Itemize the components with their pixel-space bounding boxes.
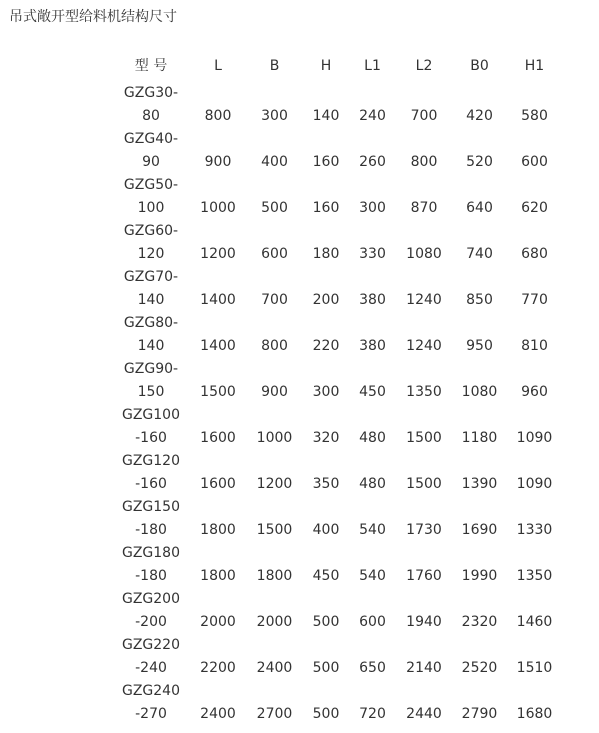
- column-header-b: B: [269, 58, 280, 74]
- value-cell-h1: 620: [521, 200, 548, 216]
- model-line: GZG180: [121, 545, 180, 561]
- value-cell-h: 500: [312, 660, 340, 676]
- value-cell-l2: 1240: [406, 338, 442, 354]
- model-line: -160: [135, 476, 167, 492]
- value-cell-b: 1000: [256, 430, 293, 446]
- value-cell-l: 1600: [200, 476, 236, 492]
- value-cell-l1: 720: [359, 706, 386, 722]
- value-cell-l: 1500: [200, 384, 236, 400]
- value-cell-l: 2400: [200, 706, 236, 722]
- value-cell-l2: 1760: [406, 568, 442, 584]
- value-cell-b: 400: [261, 154, 288, 170]
- value-cell-h1: 1460: [516, 614, 553, 630]
- table-row: [117, 266, 567, 312]
- value-cell-l2: 1350: [406, 384, 442, 400]
- value-cell-l2: 800: [410, 154, 438, 170]
- value-cell-l: 900: [204, 154, 232, 170]
- value-cell-l1: 480: [359, 476, 386, 492]
- table-row: [117, 128, 567, 174]
- value-cell-l2: 1240: [406, 292, 442, 308]
- table-row: [117, 312, 567, 358]
- value-cell-b0: 950: [466, 338, 493, 354]
- value-cell-b: 500: [261, 200, 288, 216]
- table-row: [117, 634, 567, 680]
- table-row: [117, 680, 567, 726]
- value-cell-l: 1400: [200, 292, 236, 308]
- column-header-l: L: [214, 58, 222, 74]
- model-cell: [117, 174, 185, 220]
- value-cell-h: 180: [312, 246, 340, 262]
- value-cell-h: 500: [312, 706, 340, 722]
- page-title: 吊式敞开型给料机结构尺寸: [9, 9, 177, 25]
- column-header-h1: H1: [524, 58, 545, 74]
- model-line: -180: [135, 568, 167, 584]
- model-cell: [117, 542, 185, 588]
- value-cell-l1: 480: [359, 430, 386, 446]
- value-cell-b0: 640: [466, 200, 493, 216]
- model-cell: [117, 266, 185, 312]
- value-cell-l2: 1730: [406, 522, 442, 538]
- value-cell-b: 2000: [256, 614, 293, 630]
- model-line: GZG30-: [123, 85, 179, 101]
- value-cell-l1: 450: [359, 384, 386, 400]
- value-cell-h: 450: [312, 568, 340, 584]
- value-cell-l: 1400: [200, 338, 236, 354]
- value-cell-b: 1800: [256, 568, 293, 584]
- value-cell-h: 350: [312, 476, 340, 492]
- model-cell: [117, 220, 185, 266]
- model-cell: [117, 82, 185, 128]
- value-cell-b: 600: [261, 246, 288, 262]
- value-cell-l: 1800: [200, 568, 236, 584]
- value-cell-h: 500: [312, 614, 340, 630]
- value-cell-l1: 650: [359, 660, 386, 676]
- model-cell: [117, 312, 185, 358]
- value-cell-b: 300: [261, 108, 288, 124]
- column-header-b0: B0: [470, 58, 489, 74]
- value-cell-l1: 240: [359, 108, 386, 124]
- model-line: -270: [135, 706, 167, 722]
- model-line: GZG90-: [123, 361, 179, 377]
- table-row: [117, 358, 567, 404]
- value-cell-l: 1800: [200, 522, 236, 538]
- value-cell-b0: 1180: [461, 430, 498, 446]
- value-cell-b0: 420: [466, 108, 493, 124]
- model-cell: [117, 450, 185, 496]
- model-line: GZG70-: [123, 269, 179, 285]
- value-cell-l1: 380: [359, 292, 386, 308]
- model-line: -160: [135, 430, 167, 446]
- value-cell-h1: 1090: [516, 430, 553, 446]
- value-cell-l2: 1500: [406, 430, 442, 446]
- value-cell-h: 160: [312, 154, 340, 170]
- value-cell-l: 1000: [200, 200, 236, 216]
- value-cell-b: 700: [261, 292, 288, 308]
- value-cell-h1: 770: [521, 292, 548, 308]
- spec-table: [117, 50, 567, 726]
- value-cell-l1: 330: [359, 246, 386, 262]
- value-cell-l1: 540: [359, 522, 386, 538]
- value-cell-l1: 600: [359, 614, 386, 630]
- value-cell-l: 1200: [200, 246, 236, 262]
- model-line: GZG240: [121, 683, 180, 699]
- model-line: -240: [135, 660, 167, 676]
- model-cell: [117, 128, 185, 174]
- column-header-l2: L2: [415, 58, 433, 74]
- value-cell-b0: 1390: [461, 476, 498, 492]
- value-cell-b: 1200: [256, 476, 293, 492]
- value-cell-l1: 300: [359, 200, 386, 216]
- model-line: GZG220: [121, 637, 180, 653]
- model-line: -180: [135, 522, 167, 538]
- header-row: [117, 50, 567, 82]
- model-line: GZG50-: [123, 177, 179, 193]
- value-cell-h1: 1350: [516, 568, 553, 584]
- value-cell-b0: 1080: [461, 384, 498, 400]
- model-cell: [117, 680, 185, 726]
- model-line: GZG80-: [123, 315, 179, 331]
- value-cell-l2: 2140: [406, 660, 442, 676]
- value-cell-h: 400: [312, 522, 340, 538]
- value-cell-l1: 260: [359, 154, 386, 170]
- model-line: GZG100: [121, 407, 180, 423]
- model-line: GZG150: [121, 499, 180, 515]
- column-header-model: 型 号: [134, 58, 168, 74]
- value-cell-l2: 700: [410, 108, 438, 124]
- model-line: GZG120: [121, 453, 180, 469]
- table-row: [117, 174, 567, 220]
- table-row: [117, 450, 567, 496]
- column-header-h: H: [320, 58, 332, 74]
- value-cell-l1: 540: [359, 568, 386, 584]
- value-cell-h: 300: [312, 384, 340, 400]
- column-header-l1: L1: [364, 58, 381, 74]
- value-cell-h: 200: [312, 292, 340, 308]
- value-cell-b0: 2320: [461, 614, 498, 630]
- table-body: [117, 82, 567, 726]
- value-cell-b0: 520: [466, 154, 493, 170]
- value-cell-l2: 1500: [406, 476, 442, 492]
- table-row: [117, 404, 567, 450]
- value-cell-h1: 960: [521, 384, 548, 400]
- value-cell-b: 1500: [256, 522, 293, 538]
- value-cell-l2: 1940: [406, 614, 442, 630]
- model-cell: [117, 404, 185, 450]
- value-cell-b: 2400: [256, 660, 293, 676]
- value-cell-l1: 380: [359, 338, 386, 354]
- model-line: GZG200: [121, 591, 180, 607]
- table-row: [117, 82, 567, 128]
- value-cell-l: 2200: [200, 660, 236, 676]
- value-cell-b0: 2790: [461, 706, 498, 722]
- value-cell-h: 320: [312, 430, 340, 446]
- value-cell-b: 900: [261, 384, 288, 400]
- model-cell: [117, 634, 185, 680]
- value-cell-l: 800: [204, 108, 232, 124]
- model-line: 100: [137, 200, 165, 216]
- model-line: 90: [142, 154, 160, 170]
- table-row: [117, 588, 567, 634]
- table-row: [117, 220, 567, 266]
- value-cell-h1: 600: [521, 154, 548, 170]
- value-cell-h: 220: [312, 338, 340, 354]
- value-cell-b: 2700: [256, 706, 293, 722]
- value-cell-h1: 680: [521, 246, 548, 262]
- value-cell-b0: 1690: [461, 522, 498, 538]
- value-cell-b0: 2520: [461, 660, 498, 676]
- model-line: GZG60-: [123, 223, 179, 239]
- value-cell-h1: 1510: [516, 660, 553, 676]
- value-cell-b0: 850: [466, 292, 493, 308]
- model-cell: [117, 496, 185, 542]
- value-cell-h1: 580: [521, 108, 548, 124]
- value-cell-l2: 870: [410, 200, 438, 216]
- model-line: 120: [137, 246, 165, 262]
- value-cell-l: 1600: [200, 430, 236, 446]
- value-cell-l: 2000: [200, 614, 236, 630]
- model-line: -200: [135, 614, 167, 630]
- value-cell-h1: 1680: [516, 706, 553, 722]
- table-row: [117, 542, 567, 588]
- value-cell-h: 140: [312, 108, 340, 124]
- value-cell-l2: 2440: [406, 706, 442, 722]
- value-cell-b: 800: [261, 338, 288, 354]
- table-row: [117, 496, 567, 542]
- value-cell-b0: 740: [466, 246, 493, 262]
- value-cell-h1: 1330: [516, 522, 553, 538]
- value-cell-h: 160: [312, 200, 340, 216]
- model-cell: [117, 588, 185, 634]
- model-line: 140: [137, 338, 165, 354]
- value-cell-h1: 1090: [516, 476, 553, 492]
- model-line: 140: [137, 292, 165, 308]
- model-line: GZG40-: [123, 131, 179, 147]
- model-line: 80: [142, 108, 160, 124]
- value-cell-h1: 810: [521, 338, 548, 354]
- model-cell: [117, 358, 185, 404]
- model-line: 150: [137, 384, 165, 400]
- value-cell-b0: 1990: [461, 568, 498, 584]
- value-cell-l2: 1080: [406, 246, 442, 262]
